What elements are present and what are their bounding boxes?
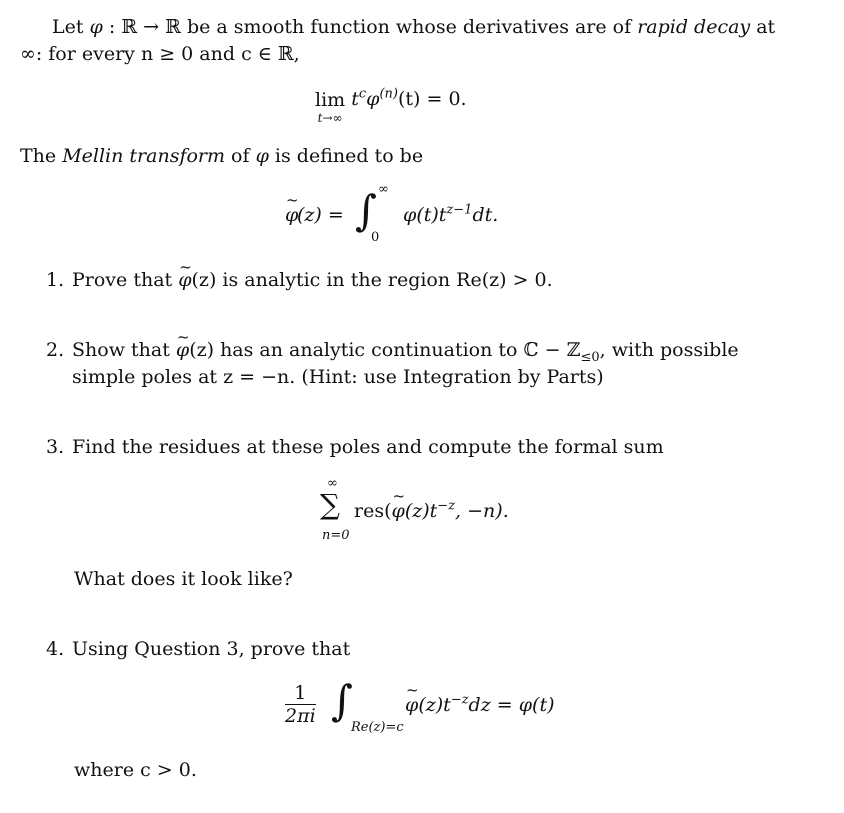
- text: where c > 0.: [74, 759, 197, 781]
- question-3-followup: [74, 566, 293, 592]
- text: The: [20, 145, 63, 167]
- question-1: 1. Prove that ~ φ(z) is analytic in the region Re(z) > 0.: [46, 267, 553, 293]
- text: Using Question 3, prove that: [72, 638, 351, 660]
- eq-text: −z: [437, 498, 456, 514]
- question-4: [46, 636, 350, 662]
- question-number: 3.: [46, 436, 65, 458]
- integral-lower: 0: [371, 230, 380, 245]
- eq-text: (z)t: [404, 500, 438, 522]
- eq-text: z−1: [446, 202, 473, 218]
- question-number: 2.: [46, 339, 65, 361]
- question-2-line2: [72, 364, 604, 390]
- lim-subscript: t→∞: [317, 111, 343, 125]
- eq-text: (z)t: [418, 694, 451, 716]
- integral-upper: ∞: [378, 182, 389, 197]
- intro-line1: Let φ : ℝ → ℝ be a smooth function whose derivatives are of rapid decay at: [52, 16, 776, 38]
- intro-text: : ℝ → ℝ be a smooth function whose derivatives are of: [102, 16, 638, 38]
- eq-text: t: [351, 88, 359, 110]
- eq-text: −z: [450, 692, 469, 708]
- sum-upper: ∞: [327, 476, 338, 491]
- eq-text: res(: [354, 500, 392, 522]
- text: (z) has an analytic continuation to ℂ − ℤ: [189, 339, 581, 361]
- eq-text: (z) =: [297, 204, 344, 226]
- residue-sum-equation: ∞ ∑ n=0 res(~ $\varphi(z)t^{-z}$, −n).: [318, 474, 578, 550]
- eq-text: (t)t: [416, 204, 447, 226]
- mellin-definition-line: The Mellin transform of φ is defined to be: [20, 145, 424, 167]
- intro-text: : for every n ≥ 0 and c ∈ ℝ,: [35, 43, 300, 65]
- text: is defined to be: [268, 145, 424, 167]
- text: Show that: [72, 339, 176, 361]
- text: , with possible: [599, 339, 739, 361]
- frac-numerator: 1: [285, 682, 316, 705]
- eq-text: dt.: [472, 204, 499, 226]
- text: Prove that: [72, 269, 179, 291]
- question-2: 2. Show that ~ φ(z) has an analytic continuation to ℂ − ℤ$_{\le 0}$, with possible: [46, 337, 739, 363]
- eq-text: (t): [532, 694, 555, 716]
- lim-operator: lim: [315, 89, 346, 111]
- subscript: ≤0: [580, 349, 600, 365]
- question-4-condition: [74, 757, 197, 783]
- eq-text: c: [358, 86, 367, 102]
- text: Find the residues at these poles and compute the formal sum: [72, 436, 664, 458]
- eq-text: , −n).: [455, 500, 509, 522]
- eq-text: dz =: [468, 694, 519, 716]
- eq-text: (t) = 0.: [397, 88, 467, 110]
- text: simple poles at z = −n. (Hint: use Integration by Parts): [72, 366, 604, 388]
- integral-subscript: Re(z)=c: [351, 720, 404, 735]
- frac-denominator: 2πi: [285, 705, 316, 727]
- text: of: [225, 145, 256, 167]
- mellin-transform-term: Mellin transform: [62, 145, 226, 167]
- intro-text: at: [750, 16, 776, 38]
- text: (z) is analytic in the region Re(z) > 0.: [191, 269, 553, 291]
- intro-text: Let: [52, 16, 90, 38]
- sum-lower: n=0: [322, 528, 350, 543]
- intro-line2: ∞: for every n ≥ 0 and c ∈ ℝ,: [20, 43, 300, 65]
- question-3: [46, 434, 664, 460]
- question-number: 4.: [46, 638, 65, 660]
- rapid-decay-term: rapid decay: [637, 16, 751, 38]
- limit-equation: lim t→∞ $t^c\varphi^{(n)}(t) = 0$.: [315, 86, 467, 125]
- question-number: 1.: [46, 269, 65, 291]
- inverse-mellin-equation: $\frac{1}{2\pi i}$ ∫ Re(z)=c ~ $\varphi(z)t^{-z}dz = \varphi(t)$: [285, 680, 605, 750]
- text: What does it look like?: [74, 568, 293, 590]
